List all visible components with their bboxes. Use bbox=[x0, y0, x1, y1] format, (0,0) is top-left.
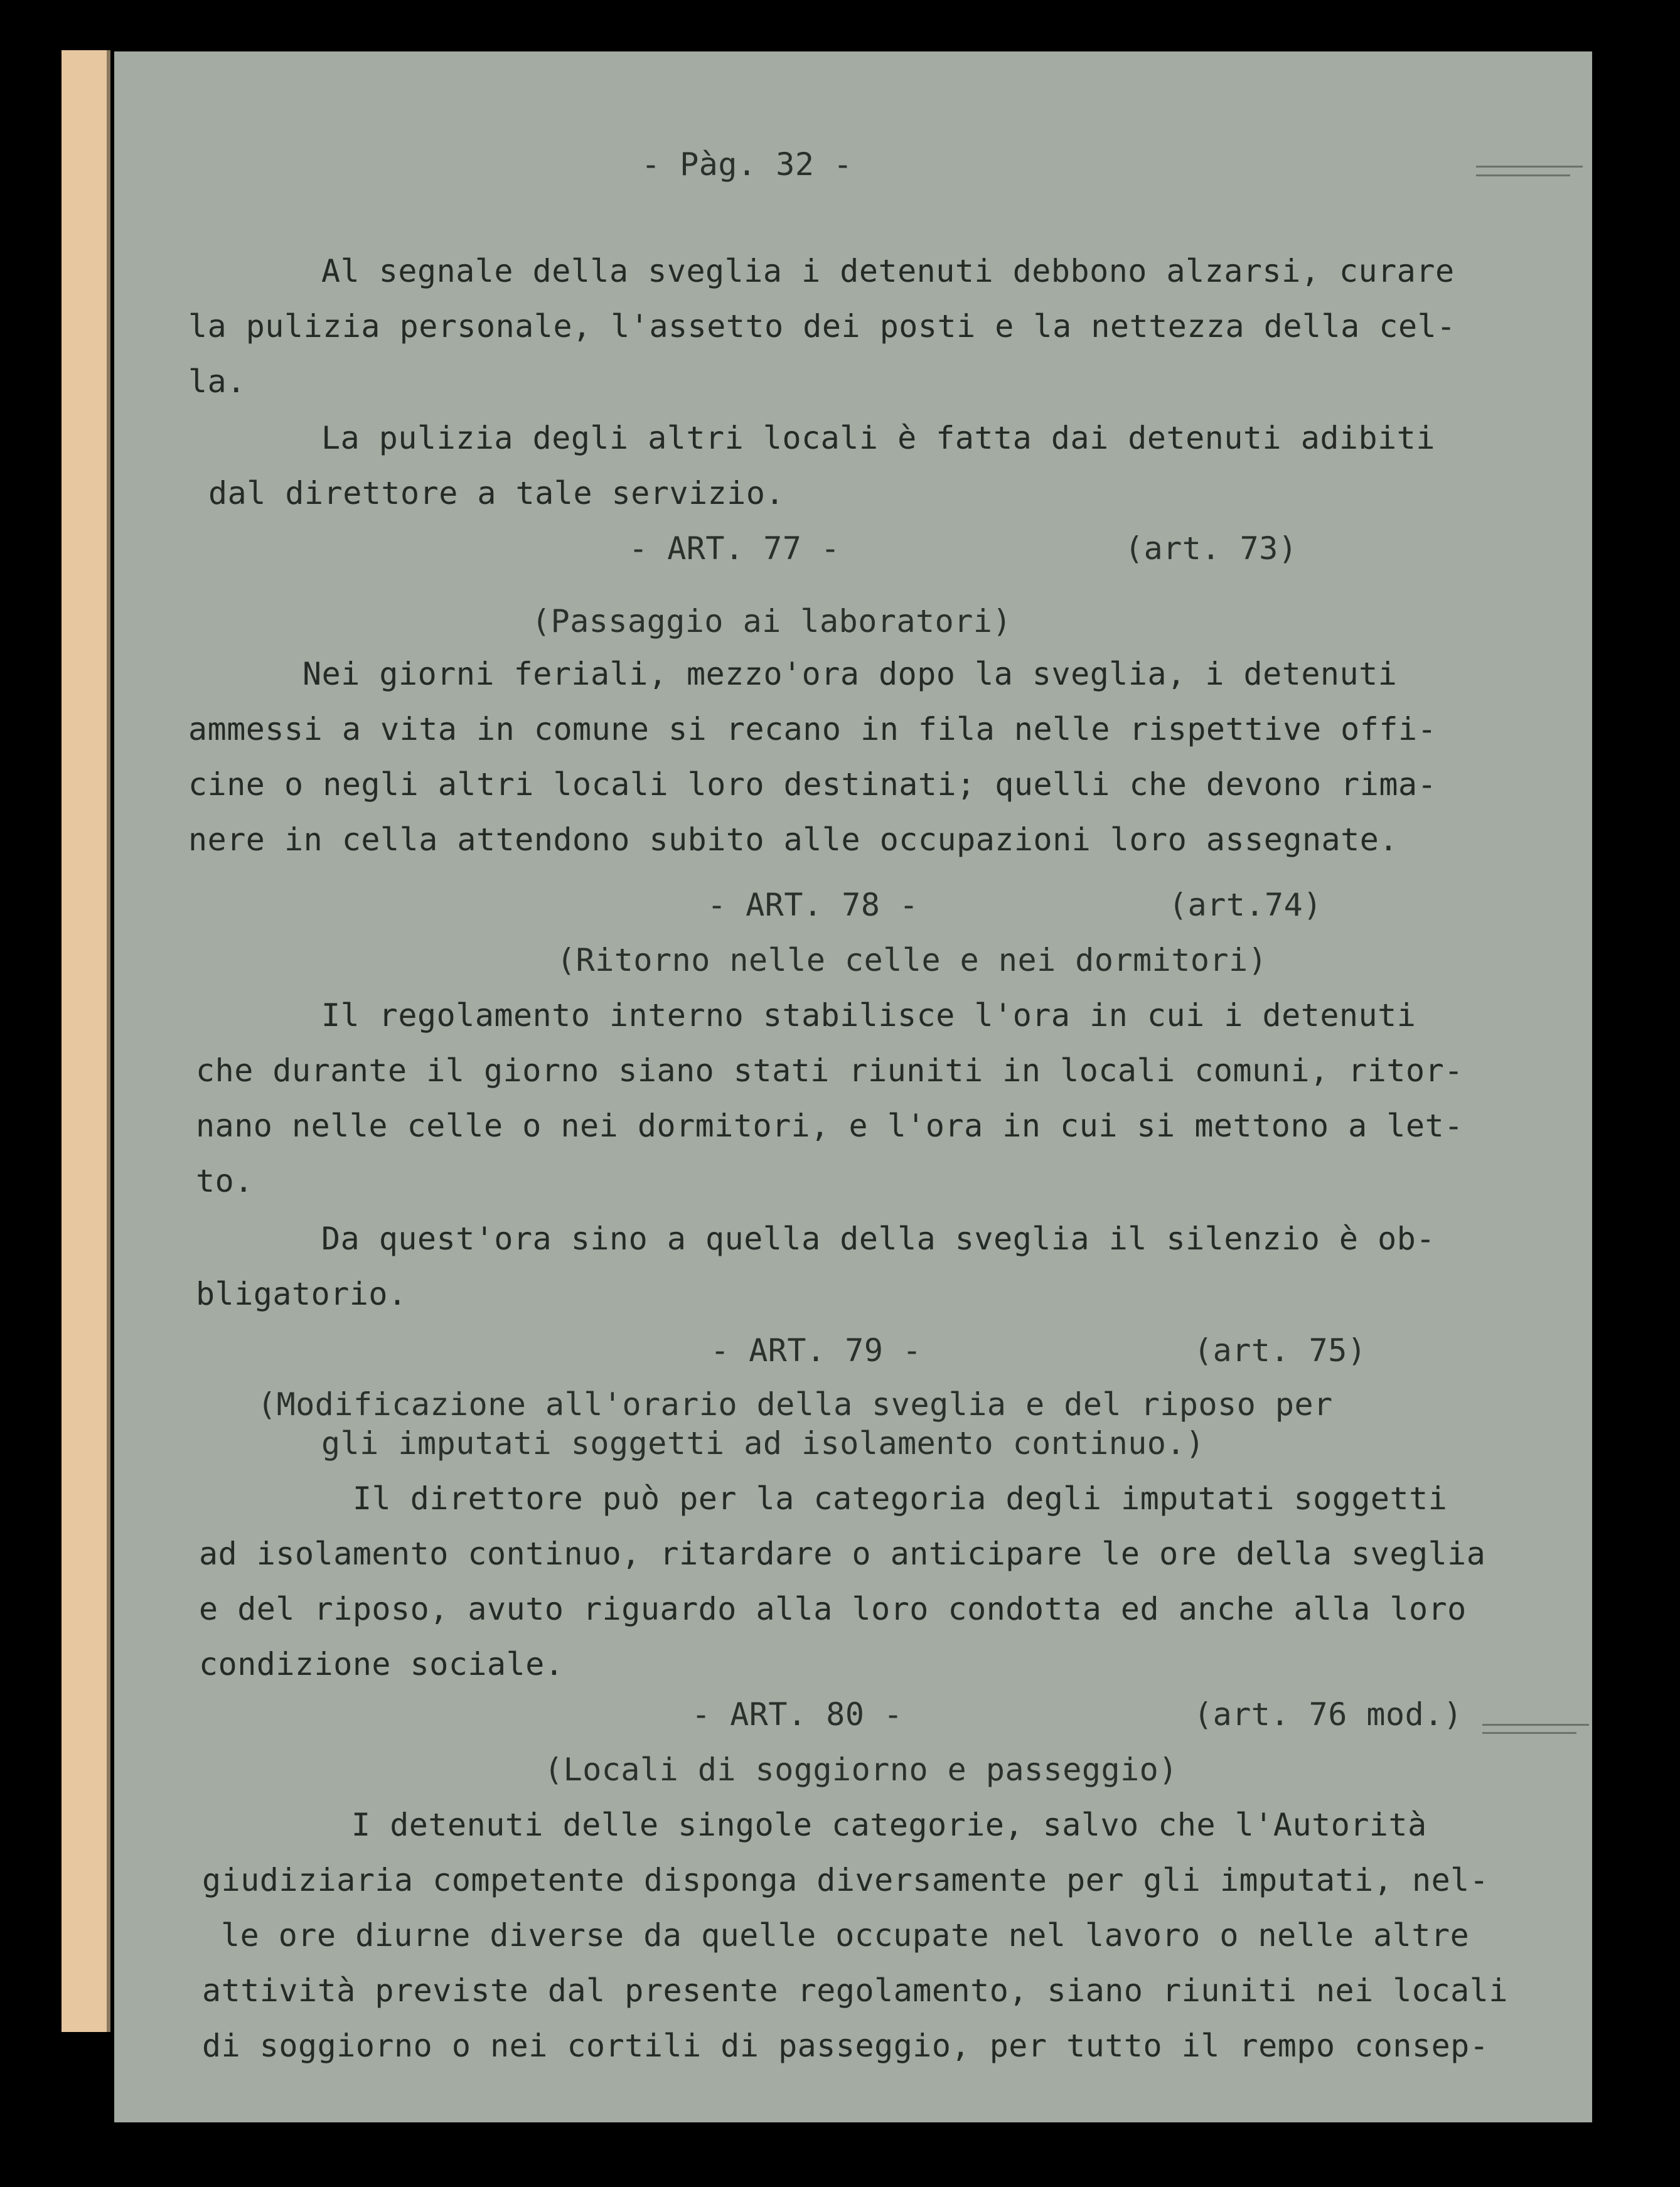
article-body-line: nere in cella attendono subito alle occupazioni loro assegnate. bbox=[188, 821, 1398, 858]
paragraph-line: dal direttore a tale servizio. bbox=[208, 475, 785, 511]
article-title: gli imputati soggetti ad isolamento continuo.) bbox=[321, 1425, 1205, 1462]
margin-rule bbox=[1476, 174, 1570, 176]
page-number: - Pàg. 32 - bbox=[641, 146, 853, 183]
article-body-line: bligatorio. bbox=[196, 1276, 407, 1312]
article-body-line: e del riposo, avuto riguardo alla loro condotta ed anche alla loro bbox=[199, 1591, 1467, 1627]
article-body-line: nano nelle celle o nei dormitori, e l'ora in cui si mettono a let- bbox=[196, 1108, 1463, 1144]
paragraph-line: Al segnale della sveglia i detenuti debbono alzarsi, curare bbox=[321, 253, 1455, 289]
article-body-line: di soggiorno o nei cortili di passeggio, per tutto il rempo consep- bbox=[202, 2028, 1489, 2064]
article-title: (Passaggio ai laboratori) bbox=[532, 603, 1012, 639]
article-body-line: le ore diurne diverse da quelle occupate nel lavoro o nelle altre bbox=[221, 1917, 1470, 1954]
paragraph-line: la pulizia personale, l'assetto dei posti e la nettezza della cel- bbox=[188, 308, 1456, 345]
article-body-line: I detenuti delle singole categorie, salvo che l'Autorità bbox=[351, 1807, 1427, 1843]
article-body-line: Il regolamento interno stabilisce l'ora in cui i detenuti bbox=[321, 997, 1416, 1034]
article-title: (Locali di soggiorno e passeggio) bbox=[544, 1751, 1178, 1788]
document-page bbox=[114, 51, 1592, 2122]
margin-rule bbox=[1476, 166, 1583, 168]
article-body-line: cine o negli altri locali loro destinati; quelli che devono rima- bbox=[188, 766, 1437, 803]
article-reference: (art. 76 mod.) bbox=[1194, 1696, 1463, 1733]
article-body-line: Il direttore può per la categoria degli imputati soggetti bbox=[353, 1480, 1448, 1517]
article-body-line: giudiziaria competente disponga diversamente per gli imputati, nel- bbox=[202, 1862, 1489, 1898]
article-number: - ART. 79 - bbox=[710, 1332, 922, 1369]
page-edge-strip bbox=[62, 50, 110, 2032]
paragraph-line: La pulizia degli altri locali è fatta dai detenuti adibiti bbox=[321, 420, 1435, 456]
article-reference: (art. 75) bbox=[1194, 1332, 1367, 1369]
margin-rule bbox=[1482, 1724, 1589, 1726]
paragraph-line: la. bbox=[188, 363, 246, 400]
article-title: (Modificazione all'orario della sveglia e del riposo per bbox=[257, 1386, 1333, 1423]
margin-rule bbox=[1482, 1732, 1576, 1734]
article-body-line: che durante il giorno siano stati riuniti in locali comuni, ritor- bbox=[196, 1052, 1463, 1089]
article-body-line: ammessi a vita in comune si recano in fila nelle rispettive offi- bbox=[188, 711, 1437, 747]
article-body-line: attività previste dal presente regolamento, siano riuniti nei locali bbox=[202, 1972, 1508, 2009]
article-reference: (art. 73) bbox=[1125, 530, 1298, 567]
article-body-line: ad isolamento continuo, ritardare o anticipare le ore della sveglia bbox=[199, 1536, 1486, 1572]
article-title: (Ritorno nelle celle e nei dormitori) bbox=[557, 942, 1268, 978]
article-body-line: Nei giorni feriali, mezzo'ora dopo la sveglia, i detenuti bbox=[302, 656, 1398, 692]
article-number: - ART. 80 - bbox=[692, 1696, 903, 1733]
article-body-line: to. bbox=[196, 1163, 254, 1199]
article-body-line: Da quest'ora sino a quella della sveglia il silenzio è ob- bbox=[321, 1221, 1435, 1257]
article-body-line: condizione sociale. bbox=[199, 1646, 564, 1682]
article-reference: (art.74) bbox=[1169, 887, 1322, 923]
article-number: - ART. 78 - bbox=[707, 887, 919, 923]
article-number: - ART. 77 - bbox=[629, 530, 840, 567]
